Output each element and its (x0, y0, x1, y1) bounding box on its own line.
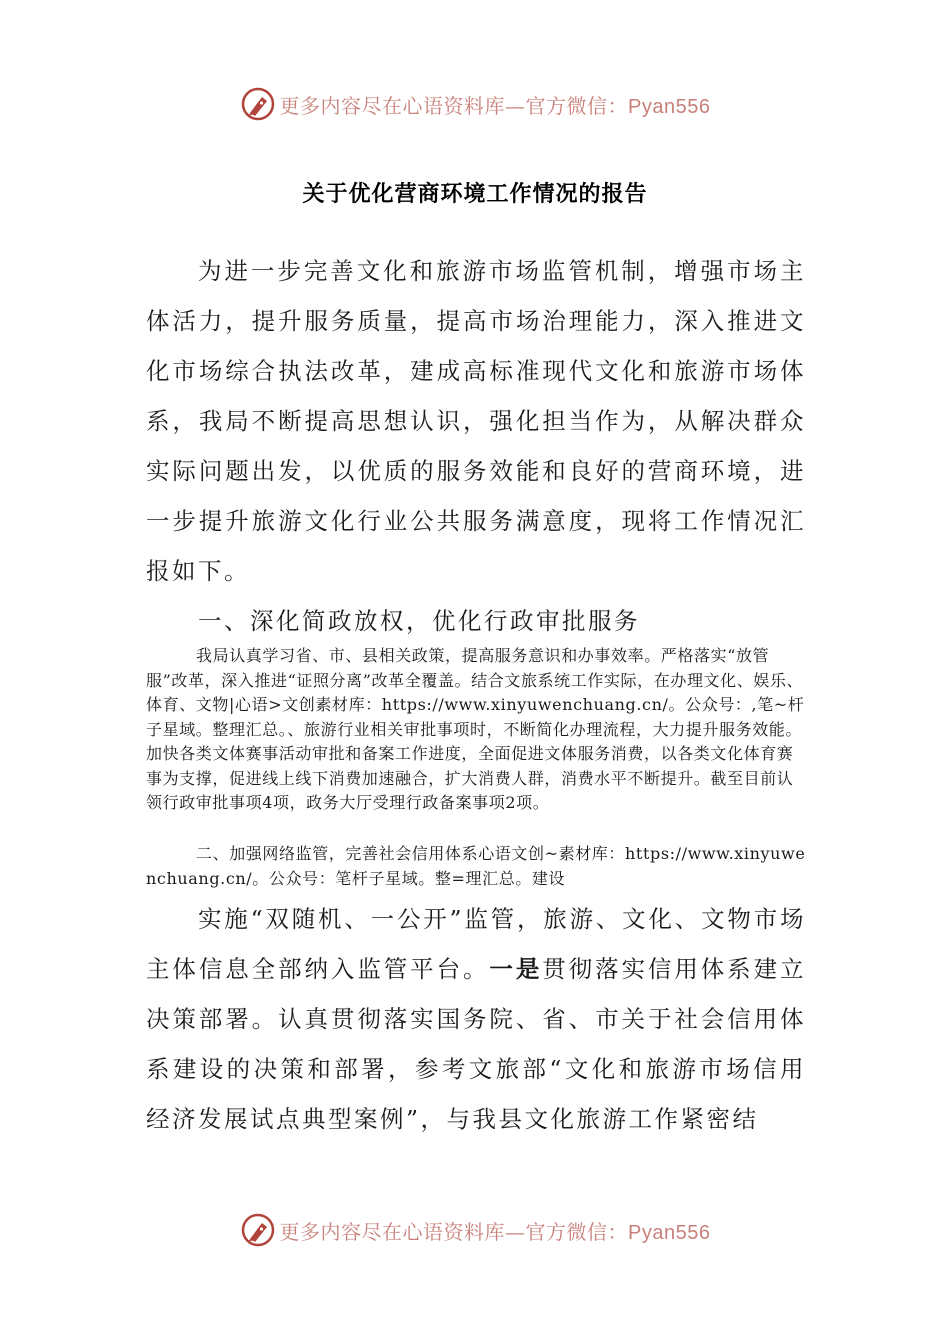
wechat-id: Pyan556 (628, 1221, 711, 1244)
header-banner (0, 82, 950, 126)
pen-nib-circle-icon (240, 86, 276, 122)
wechat-id: Pyan556 (628, 95, 711, 118)
pen-nib-circle-icon (240, 1212, 276, 1248)
banner-text: 更多内容尽在心语资料库—官方微信：Pyan556 (279, 93, 711, 118)
section-1-heading: 一、深化简政放权，优化行政审批服务 (198, 607, 640, 635)
section-2-heading: 二、加强网络监管，完善社会信用体系心语文创~素材库：https://www.xinyuwenchuang.cn/。公众号：笔杆子星域。整=理汇总。建设 (146, 844, 806, 888)
intro-paragraph: 为进一步完善文化和旅游市场监管机制，增强市场主体活力，提升服务质量，提高市场治理能力，深入推进文化市场综合执法改革，建成高标准现代文化和旅游市场体系，我局不断提高思想认识，强化担当作为，从解决群众实际问题出发，以优质的服务效能和良好的营商环境，进一步提升旅游文化行业公共服务满意度，现将工作情况汇报如下。 (146, 257, 806, 585)
section-2-body (146, 894, 806, 1144)
document-title: 关于优化营商环境工作情况的报告 (302, 182, 648, 207)
section-2-body-b: 贯彻落实信用体系建立决策部署。认真贯彻落实国务院、省、市关于社会信用体系建设的决策和部署，参考文旅部“文化和旅游市场信用经济发展试点典型案例”，与我县文化旅游工作紧密结 (146, 955, 807, 1133)
footer-banner (0, 1208, 950, 1252)
section-2-body-a: 实施“双随机、一公开”监管，旅游、文化、文物市场主体信息全部纳入监管平台。 (146, 905, 806, 983)
section-1-body: 我局认真学习省、市、县相关政策，提高服务意识和办事效率。严格落实“放管服”改革，深入推进“证照分离”改革全覆盖。结合文旅系统工作实际，在办理文化、娱乐、体育、文物|心语>文创素材库：https://www.xinyuwenchuang.cn/。公众号：,笔~杆子星域。整理汇总。、旅游行业相关审批事项时，不断简化办理流程，大力提升服务效能。加快各类文体赛事活动审批和备案工作进度，全面促进文体服务消费，以各类文化体育赛事为支撑，促进线上线下消费加速融合，扩大消费人群，消费水平不断提升。截至目前认领行政审批事项4项，政务大厅受理行政备案事项2项。 (146, 646, 805, 812)
section-2-emphasis: 一是 (489, 955, 543, 983)
banner-text: 更多内容尽在心语资料库—官方微信：Pyan556 (279, 1219, 711, 1244)
